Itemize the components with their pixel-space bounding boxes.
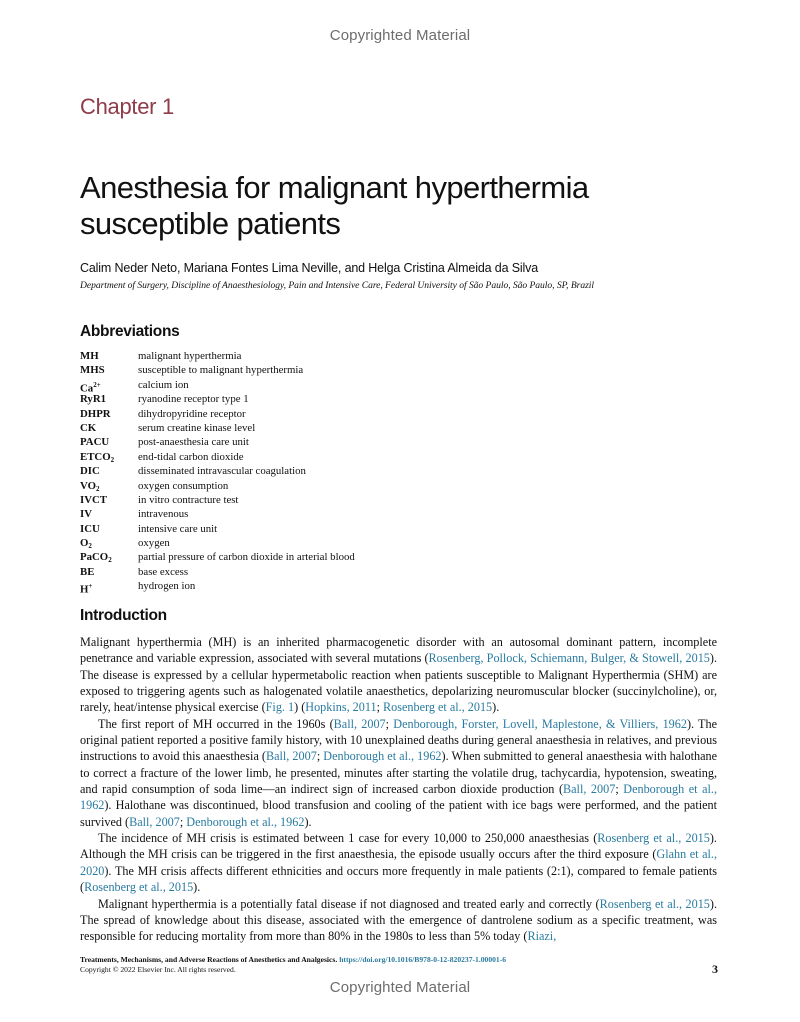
introduction-paragraph: [80, 634, 717, 716]
page-footer: [80, 955, 506, 975]
paragraph-text: Malignant hyperthermia (MH) is an inherited pharmacogenetic disorder with an autosomal dominant pattern, incomplete penetrance and variable expression, associated with several mutations (: [80, 635, 717, 666]
paragraph-text: ). The MH crisis affects different ethnicities and occurs more frequently in male patients (2:1), compared to female patients (: [80, 863, 717, 895]
introduction-body: [80, 634, 717, 945]
abbreviation-meaning: susceptible to malignant hyperthermia: [138, 364, 304, 377]
doi-link[interactable]: https://doi.org/10.1016/B978-0-12-820237-1.00001-6: [339, 955, 507, 964]
abbreviation-row: [80, 435, 355, 449]
abbreviation-term-base: CK: [80, 421, 97, 434]
abbreviation-row: [80, 536, 355, 550]
paragraph-text: ;: [615, 782, 624, 797]
citation-link[interactable]: Glahn et al., 2020: [80, 847, 717, 878]
abbreviation-term-base: MHS: [80, 364, 105, 377]
abbreviation-meaning: hydrogen ion: [138, 580, 196, 593]
abbreviation-term-base: BE: [80, 565, 95, 578]
abbreviation-term: [80, 450, 138, 464]
abbreviation-row: [80, 450, 355, 464]
abbreviation-meaning: end-tidal carbon dioxide: [138, 450, 244, 463]
abbreviation-term: [80, 407, 138, 421]
abbreviation-term: [80, 464, 138, 478]
abbreviation-term: [80, 479, 138, 493]
abbreviation-term: [80, 522, 138, 536]
abbreviation-term-base: VO: [80, 479, 96, 492]
abbreviation-term-base: IVCT: [80, 493, 107, 506]
abbreviation-term-base: MH: [80, 350, 99, 362]
citation-link[interactable]: Rosenberg et al., 2015: [597, 831, 710, 846]
abbreviation-meaning: intravenous: [138, 508, 189, 521]
chapter-label: Chapter 1: [80, 94, 174, 119]
abbreviation-meaning: oxygen consumption: [138, 479, 229, 492]
paragraph-text: ). The original patient reported a positive family history, with 10 unexplained deaths during general anaesthesia in relatives, and previous instructions to avoid this anaesthesia (: [80, 716, 718, 764]
citation-link[interactable]: Ball, 2007: [266, 749, 317, 764]
abbreviation-row: [80, 363, 355, 377]
citation-link[interactable]: Rosenberg et al., 2015: [599, 896, 710, 911]
citation-link[interactable]: Ball, 2007: [129, 814, 180, 829]
abbreviation-row: [80, 464, 355, 478]
abbreviation-meaning: malignant hyperthermia: [138, 350, 242, 362]
paragraph-text: Malignant hyperthermia is a potentially fatal disease if not diagnosed and treated early and correctly (: [98, 896, 600, 911]
abbreviation-row: [80, 493, 355, 507]
citation-link[interactable]: Riazi,: [527, 929, 557, 944]
paragraph-text: ). Halothane was discontinued, blood transfusion and cooling of the patient with ice bags were performed, and the patient survived (: [80, 798, 717, 829]
abbreviation-meaning: serum creatine kinase level: [138, 421, 256, 434]
abbreviation-row: [80, 522, 355, 536]
citation-link[interactable]: Hopkins, 2011: [305, 700, 377, 715]
abbreviation-term-base: Ca: [80, 382, 94, 395]
chapter-title-line-2: susceptible patients: [80, 206, 341, 241]
abbreviation-term: [80, 565, 138, 579]
abbreviation-row: [80, 507, 355, 521]
paragraph-text: ) (: [294, 700, 306, 715]
paragraph-text: ). The disease is expressed by a cellular hypermetabolic reaction when patients susceptible to Malignant Hyperthermia (SHM) are exposed to triggering agents such as halogenated volatile anaesthetics, depolarizing neuromuscular blocker (succinylcholine), or, rarely, heat/intense physical exercise (: [80, 651, 717, 715]
abbreviation-term-base: H: [80, 583, 89, 596]
paragraph-text: ). The spread of knowledge about this disease, associated with the emergence of dantrolene sodium as a specific treatment, was responsible for reducing mortality from more than 80% in the 1980s to less than 5% today (: [80, 896, 718, 944]
abbreviation-term-subscript: 2: [108, 556, 112, 565]
citation-link[interactable]: Rosenberg et al., 2015: [383, 700, 493, 715]
citation-link[interactable]: Denborough et al., 1962: [80, 782, 717, 813]
copyright-watermark-top: Copyrighted Material: [329, 27, 471, 44]
paragraph-text: ).: [304, 814, 312, 829]
abbreviation-meaning: intensive care unit: [138, 522, 218, 535]
abbreviation-term: [80, 349, 138, 363]
abbreviation-term: [80, 536, 138, 550]
abbreviation-row: [80, 421, 355, 435]
abbreviation-term-superscript: +: [88, 582, 93, 591]
book-title: Treatments, Mechanisms, and Adverse Reactions of Anesthetics and Analgesics.: [80, 955, 338, 964]
introduction-paragraph: [80, 830, 717, 895]
affiliation: Department of Surgery, Discipline of Anaesthesiology, Pain and Intensive Care, Federal University of São Paulo, São Paulo, SP, Brazil: [80, 280, 595, 291]
paragraph-text: ;: [179, 814, 187, 829]
paragraph-text: ).: [492, 700, 500, 715]
abbreviation-term-superscript: 2+: [93, 380, 101, 389]
abbreviation-row: [80, 579, 355, 596]
abbreviation-row: [80, 392, 355, 406]
abbreviation-term-base: RyR1: [80, 393, 107, 406]
abbreviation-meaning: base excess: [138, 565, 189, 578]
abbreviation-term: [80, 421, 138, 435]
abbreviation-meaning: oxygen: [138, 537, 170, 550]
paragraph-text: The incidence of MH crisis is estimated between 1 case for every 10,000 to 250,000 anaesthesias (: [98, 831, 598, 846]
abbreviation-term: [80, 363, 138, 377]
abbreviation-row: [80, 349, 355, 363]
abbreviation-meaning: ryanodine receptor type 1: [138, 393, 249, 406]
introduction-paragraph: [80, 716, 717, 830]
abbreviation-term-subscript: 2: [110, 455, 115, 464]
abbreviations-heading: Abbreviations: [80, 323, 180, 340]
paragraph-text: ;: [376, 700, 384, 715]
abbreviation-term: [80, 378, 138, 395]
citation-link[interactable]: Ball, 2007: [563, 782, 616, 797]
abbreviation-term: [80, 579, 138, 596]
citation-link[interactable]: Denborough, Forster, Lovell, Maplestone, & Villiers, 1962: [393, 716, 687, 731]
abbreviation-term-base: ETCO: [80, 450, 111, 463]
paragraph-text: ;: [385, 716, 394, 731]
citation-link[interactable]: Rosenberg, Pollock, Schiemann, Bulger, & Stowell, 2015: [428, 651, 710, 666]
abbreviation-meaning: dihydropyridine receptor: [138, 407, 246, 420]
page-number: 3: [712, 962, 718, 976]
abbreviation-row: [80, 550, 355, 564]
abbreviations-list: [80, 349, 355, 594]
abbreviation-term: [80, 392, 138, 406]
citation-link[interactable]: Denborough et al., 1962: [323, 749, 442, 764]
chapter-title-line-1: Anesthesia for malignant hyperthermia: [80, 170, 589, 205]
paragraph-text: ). Although the MH crisis can be triggered in the first anaesthesia, the episode usually occurs after the third exposure (: [80, 831, 717, 862]
chapter-title: [80, 170, 730, 242]
copyright-watermark-bottom: Copyrighted Material: [329, 979, 471, 996]
abbreviation-term-subscript: 2: [88, 542, 92, 551]
paragraph-text: ). When submitted to general anaesthesia with halothane to correct a fracture of the lower limb, he presented, minutes after starting the volatile drug, tachycardia, hypotension, sweating, and rapid consumption of soda lime—an indirect sign of increased carbon dioxide production (: [80, 749, 718, 797]
abbreviation-row: [80, 565, 355, 579]
abbreviation-meaning: partial pressure of carbon dioxide in arterial blood: [138, 551, 355, 564]
abbreviation-term: [80, 507, 138, 521]
abbreviation-row: [80, 378, 355, 395]
abbreviation-term-base: ICU: [80, 522, 100, 535]
citation-link[interactable]: Rosenberg et al., 2015: [84, 880, 194, 895]
copyright-notice: Copyright © 2022 Elsevier Inc. All rights reserved.: [80, 965, 236, 974]
abbreviation-term-base: PaCO: [80, 551, 109, 564]
paragraph-text: ).: [193, 880, 201, 895]
abbreviation-term-base: DHPR: [80, 407, 111, 420]
abbreviation-term: [80, 550, 138, 564]
abbreviation-term-subscript: 2: [95, 484, 100, 493]
introduction-heading: Introduction: [80, 607, 167, 624]
abbreviation-row: [80, 407, 355, 421]
abbreviation-term: [80, 493, 138, 507]
abbreviation-row: [80, 479, 355, 493]
citation-link[interactable]: Denborough et al., 1962: [186, 814, 305, 829]
authors: Calim Neder Neto, Mariana Fontes Lima Neville, and Helga Cristina Almeida da Silva: [80, 261, 539, 275]
abbreviation-term: [80, 435, 138, 449]
abbreviation-term-base: PACU: [80, 436, 110, 449]
paragraph-text: ;: [316, 749, 324, 764]
citation-link[interactable]: Ball, 2007: [333, 716, 386, 731]
paragraph-text: The first report of MH occurred in the 1960s (: [98, 716, 334, 731]
abbreviation-meaning: post-anaesthesia care unit: [138, 436, 249, 449]
abbreviation-meaning: disseminated intravascular coagulation: [138, 465, 306, 478]
abbreviation-term-base: O: [80, 537, 89, 550]
abbreviation-meaning: calcium ion: [138, 378, 189, 391]
abbreviation-term-base: IV: [80, 508, 92, 521]
citation-link[interactable]: Fig. 1: [265, 700, 295, 715]
introduction-paragraph: [80, 896, 717, 945]
abbreviation-term-base: DIC: [80, 465, 100, 478]
abbreviation-meaning: in vitro contracture test: [138, 493, 239, 506]
